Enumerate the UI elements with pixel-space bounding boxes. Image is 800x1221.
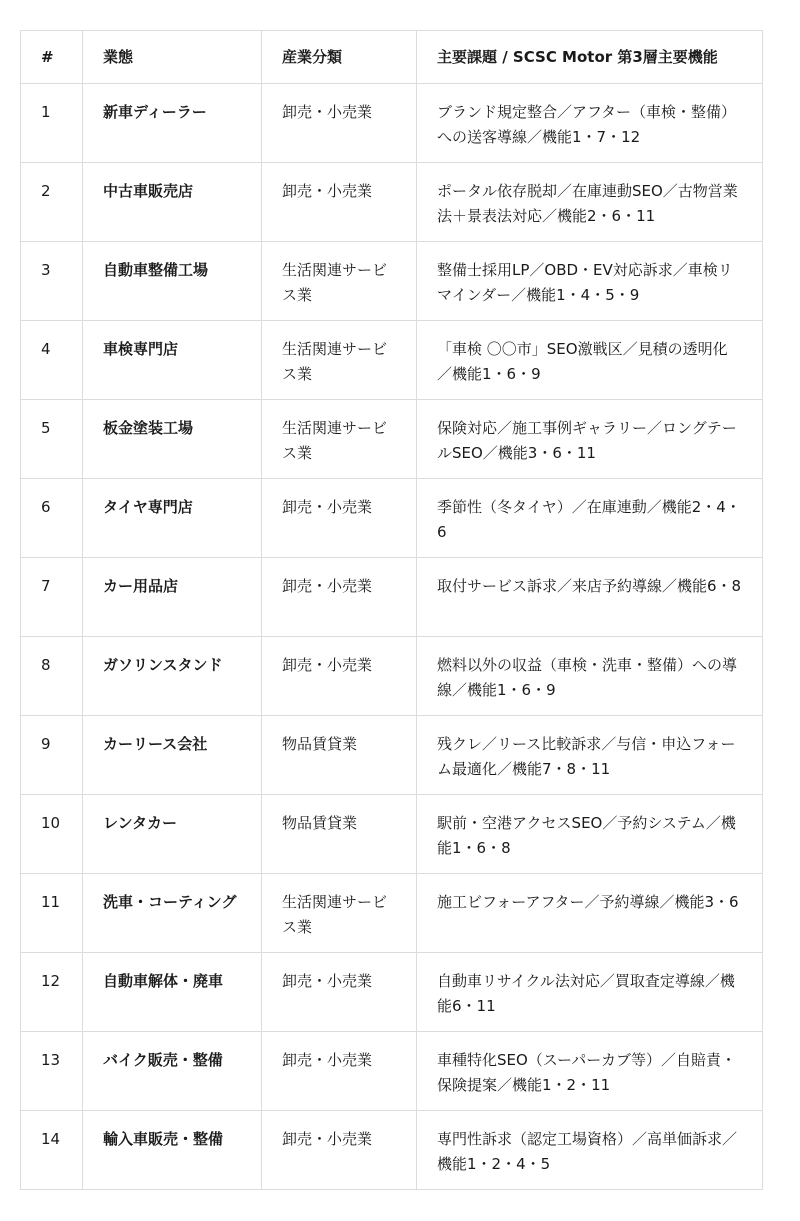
cell-business-type: 新車ディーラー <box>83 84 262 163</box>
header-industry: 産業分類 <box>262 31 417 84</box>
cell-number: 3 <box>21 242 83 321</box>
table-row <box>21 1032 763 1111</box>
cell-industry: 卸売・小売業 <box>262 637 417 716</box>
cell-number: 12 <box>21 953 83 1032</box>
cell-number: 8 <box>21 637 83 716</box>
cell-number: 6 <box>21 479 83 558</box>
cell-business-type: 輸入車販売・整備 <box>83 1111 262 1190</box>
table-row <box>21 1111 763 1190</box>
cell-industry: 物品賃貸業 <box>262 716 417 795</box>
cell-business-type: カーリース会社 <box>83 716 262 795</box>
cell-number: 10 <box>21 795 83 874</box>
business-table <box>20 30 763 1190</box>
cell-issues: 燃料以外の収益（車検・洗車・整備）への導線／機能1・6・9 <box>417 637 763 716</box>
cell-number: 9 <box>21 716 83 795</box>
table-header-row <box>21 31 763 84</box>
cell-issues: 駅前・空港アクセスSEO／予約システム／機能1・6・8 <box>417 795 763 874</box>
cell-issues: 施工ビフォーアフター／予約導線／機能3・6 <box>417 874 763 953</box>
cell-industry: 卸売・小売業 <box>262 479 417 558</box>
table-row <box>21 795 763 874</box>
cell-industry: 卸売・小売業 <box>262 953 417 1032</box>
cell-industry: 卸売・小売業 <box>262 1111 417 1190</box>
cell-issues: 「車検 〇〇市」SEO激戦区／見積の透明化／機能1・6・9 <box>417 321 763 400</box>
table-row <box>21 242 763 321</box>
table-row <box>21 716 763 795</box>
cell-issues: 車種特化SEO（スーパーカブ等）／自賠責・保険提案／機能1・2・11 <box>417 1032 763 1111</box>
business-table-container <box>20 30 762 1190</box>
table-row <box>21 321 763 400</box>
cell-business-type: 自動車整備工場 <box>83 242 262 321</box>
table-row <box>21 479 763 558</box>
cell-number: 7 <box>21 558 83 637</box>
cell-issues: 専門性訴求（認定工場資格）／高単価訴求／機能1・2・4・5 <box>417 1111 763 1190</box>
cell-issues: ブランド規定整合／アフター（車検・整備）への送客導線／機能1・7・12 <box>417 84 763 163</box>
cell-industry: 物品賃貸業 <box>262 795 417 874</box>
cell-number: 1 <box>21 84 83 163</box>
cell-business-type: レンタカー <box>83 795 262 874</box>
cell-number: 5 <box>21 400 83 479</box>
cell-business-type: 中古車販売店 <box>83 163 262 242</box>
cell-number: 4 <box>21 321 83 400</box>
cell-business-type: 車検専門店 <box>83 321 262 400</box>
header-business-type: 業態 <box>83 31 262 84</box>
cell-issues: 取付サービス訴求／来店予約導線／機能6・8 <box>417 558 763 637</box>
cell-number: 11 <box>21 874 83 953</box>
cell-number: 13 <box>21 1032 83 1111</box>
cell-industry: 卸売・小売業 <box>262 84 417 163</box>
cell-issues: ポータル依存脱却／在庫連動SEO／古物営業法＋景表法対応／機能2・6・11 <box>417 163 763 242</box>
cell-business-type: タイヤ専門店 <box>83 479 262 558</box>
cell-industry: 生活関連サービス業 <box>262 874 417 953</box>
table-row <box>21 163 763 242</box>
cell-business-type: 自動車解体・廃車 <box>83 953 262 1032</box>
cell-issues: 自動車リサイクル法対応／買取査定導線／機能6・11 <box>417 953 763 1032</box>
table-row <box>21 637 763 716</box>
cell-industry: 卸売・小売業 <box>262 558 417 637</box>
cell-number: 2 <box>21 163 83 242</box>
header-issues: 主要課題 / SCSC Motor 第3層主要機能 <box>417 31 763 84</box>
cell-business-type: 板金塗装工場 <box>83 400 262 479</box>
cell-business-type: 洗車・コーティング <box>83 874 262 953</box>
cell-issues: 保険対応／施工事例ギャラリー／ロングテールSEO／機能3・6・11 <box>417 400 763 479</box>
cell-industry: 卸売・小売業 <box>262 1032 417 1111</box>
cell-industry: 生活関連サービス業 <box>262 242 417 321</box>
table-row <box>21 400 763 479</box>
cell-issues: 季節性（冬タイヤ）／在庫連動／機能2・4・6 <box>417 479 763 558</box>
cell-industry: 生活関連サービス業 <box>262 321 417 400</box>
cell-business-type: カー用品店 <box>83 558 262 637</box>
cell-business-type: ガソリンスタンド <box>83 637 262 716</box>
cell-number: 14 <box>21 1111 83 1190</box>
cell-issues: 整備士採用LP／OBD・EV対応訴求／車検リマインダー／機能1・4・5・9 <box>417 242 763 321</box>
table-row <box>21 558 763 637</box>
table-row <box>21 84 763 163</box>
table-row <box>21 953 763 1032</box>
cell-industry: 卸売・小売業 <box>262 163 417 242</box>
table-row <box>21 874 763 953</box>
cell-industry: 生活関連サービス業 <box>262 400 417 479</box>
cell-business-type: バイク販売・整備 <box>83 1032 262 1111</box>
cell-issues: 残クレ／リース比較訴求／与信・申込フォーム最適化／機能7・8・11 <box>417 716 763 795</box>
header-number: # <box>21 31 83 84</box>
